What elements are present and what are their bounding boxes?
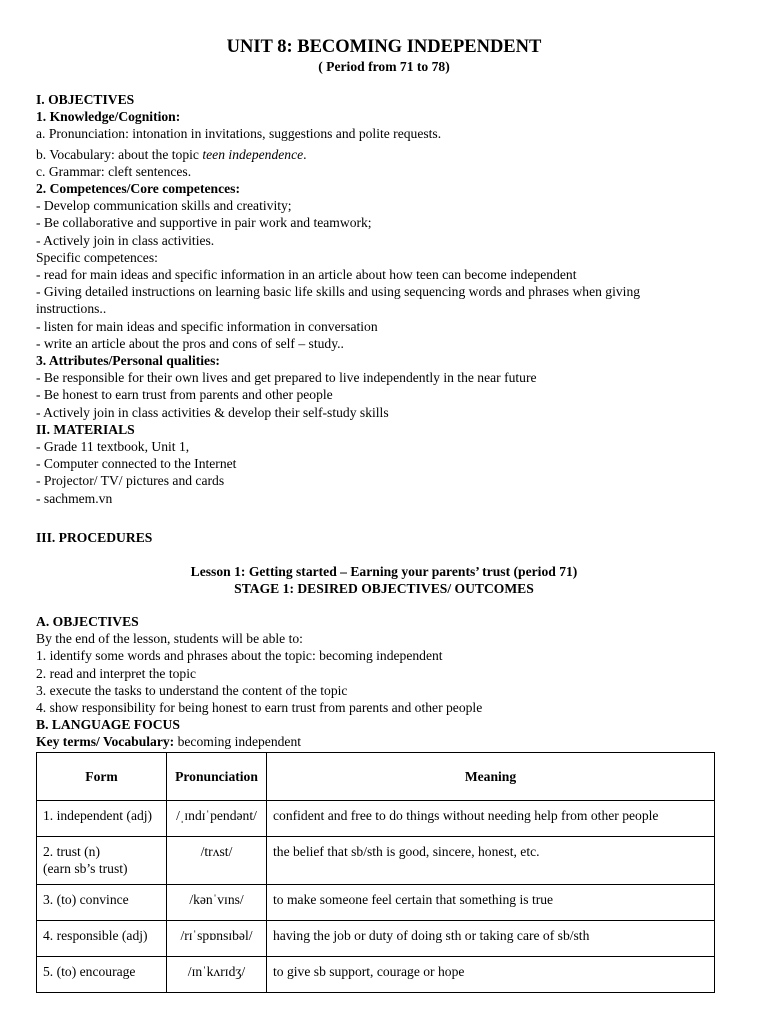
section-heading: A. OBJECTIVES: [36, 614, 139, 629]
pronunciation-cell: /ˌɪndɪˈpendənt/: [167, 801, 267, 837]
text-line: Specific competences:: [36, 249, 158, 265]
form-cell: 4. responsible (adj): [37, 921, 167, 957]
text-line: By the end of the lesson, students will be able to:: [36, 631, 303, 647]
table-row: [37, 801, 715, 837]
meaning-cell: the belief that sb/sth is good, sincere, honest, etc.: [267, 837, 715, 885]
text-line: - Actively join in class activities & develop their self-study skills: [36, 404, 389, 420]
vocabulary-line: b. Vocabulary: about the topic teen independence.: [36, 146, 307, 162]
text-line: - Be honest to earn trust from parents and other people: [36, 387, 333, 403]
table-row: [37, 957, 715, 993]
text-line: instructions..: [36, 301, 107, 317]
table-header-row: [37, 753, 715, 801]
text-line: - Be collaborative and supportive in pair work and teamwork;: [36, 215, 372, 231]
text-line: - Develop communication skills and creativity;: [36, 198, 292, 214]
pronunciation-cell: /ɪnˈkʌrɪdʒ/: [167, 957, 267, 993]
text-line: - read for main ideas and specific information in an article about how teen can become independent: [36, 267, 577, 283]
subheading: 2. Competences/Core competences:: [36, 181, 240, 197]
subheading: 3. Attributes/Personal qualities:: [36, 353, 220, 369]
lesson-objectives: [36, 613, 732, 751]
table-row: [37, 885, 715, 921]
pronunciation-cell: /rɪˈspɒnsɪbəl/: [167, 921, 267, 957]
text-line: - Projector/ TV/ pictures and cards: [36, 473, 225, 489]
text-line: - Giving detailed instructions on learning basic life skills and using sequencing words and phrases when giving: [36, 284, 641, 300]
text-line: a. Pronunciation: intonation in invitations, suggestions and polite requests.: [36, 126, 442, 142]
unit-title: UNIT 8: BECOMING INDEPENDENT: [226, 37, 542, 57]
form-cell: 5. (to) encourage: [37, 957, 167, 993]
text-line: - sachmem.vn: [36, 490, 113, 506]
table-row: [37, 921, 715, 957]
form-cell: 2. trust (n) (earn sb’s trust): [37, 837, 167, 885]
subheading: 1. Knowledge/Cognition:: [36, 109, 181, 125]
key-terms-line: Key terms/ Vocabulary: becoming independent: [36, 734, 302, 750]
text-line: - Grade 11 textbook, Unit 1,: [36, 439, 190, 455]
column-header: Pronunciation: [167, 753, 267, 801]
meaning-cell: to give sb support, courage or hope: [267, 957, 715, 993]
column-header: Form: [37, 753, 167, 801]
period-subtitle: ( Period from 71 to 78): [318, 59, 450, 74]
text-line: 2. read and interpret the topic: [36, 665, 197, 681]
text-line: c. Grammar: cleft sentences.: [36, 163, 192, 179]
table-row: [37, 837, 715, 885]
form-cell: 3. (to) convince: [37, 885, 167, 921]
text-line: - Actively join in class activities.: [36, 232, 215, 248]
meaning-cell: having the job or duty of doing sth or taking care of sb/sth: [267, 921, 715, 957]
section-heading: II. MATERIALS: [36, 421, 135, 437]
objectives-section: [36, 91, 732, 507]
pronunciation-cell: /trʌst/: [167, 837, 267, 885]
section-heading: B. LANGUAGE FOCUS: [36, 717, 180, 733]
text-line: 4. show responsibility for being honest to earn trust from parents and other people: [36, 700, 483, 716]
section-heading: I. OBJECTIVES: [36, 92, 135, 107]
stage-title: STAGE 1: DESIRED OBJECTIVES/ OUTCOMES: [234, 581, 534, 596]
meaning-cell: to make someone feel certain that something is true: [267, 885, 715, 921]
text-line: - Computer connected to the Internet: [36, 456, 237, 472]
text-line: 1. identify some words and phrases about the topic: becoming independent: [36, 648, 443, 664]
form-cell: 1. independent (adj): [37, 801, 167, 837]
vocabulary-table: [36, 752, 715, 993]
column-header: Meaning: [267, 753, 715, 801]
text-line: - listen for main ideas and specific information in conversation: [36, 318, 378, 334]
meaning-cell: confident and free to do things without needing help from other people: [267, 801, 715, 837]
text-line: 3. execute the tasks to understand the content of the topic: [36, 682, 348, 698]
text-line: - write an article about the pros and cons of self – study..: [36, 335, 344, 351]
text-line: - Be responsible for their own lives and get prepared to live independently in the near future: [36, 370, 537, 386]
lesson-title: Lesson 1: Getting started – Earning your parents’ trust (period 71): [190, 564, 578, 579]
procedures-heading: III. PROCEDURES: [36, 530, 153, 545]
pronunciation-cell: /kənˈvɪns/: [167, 885, 267, 921]
